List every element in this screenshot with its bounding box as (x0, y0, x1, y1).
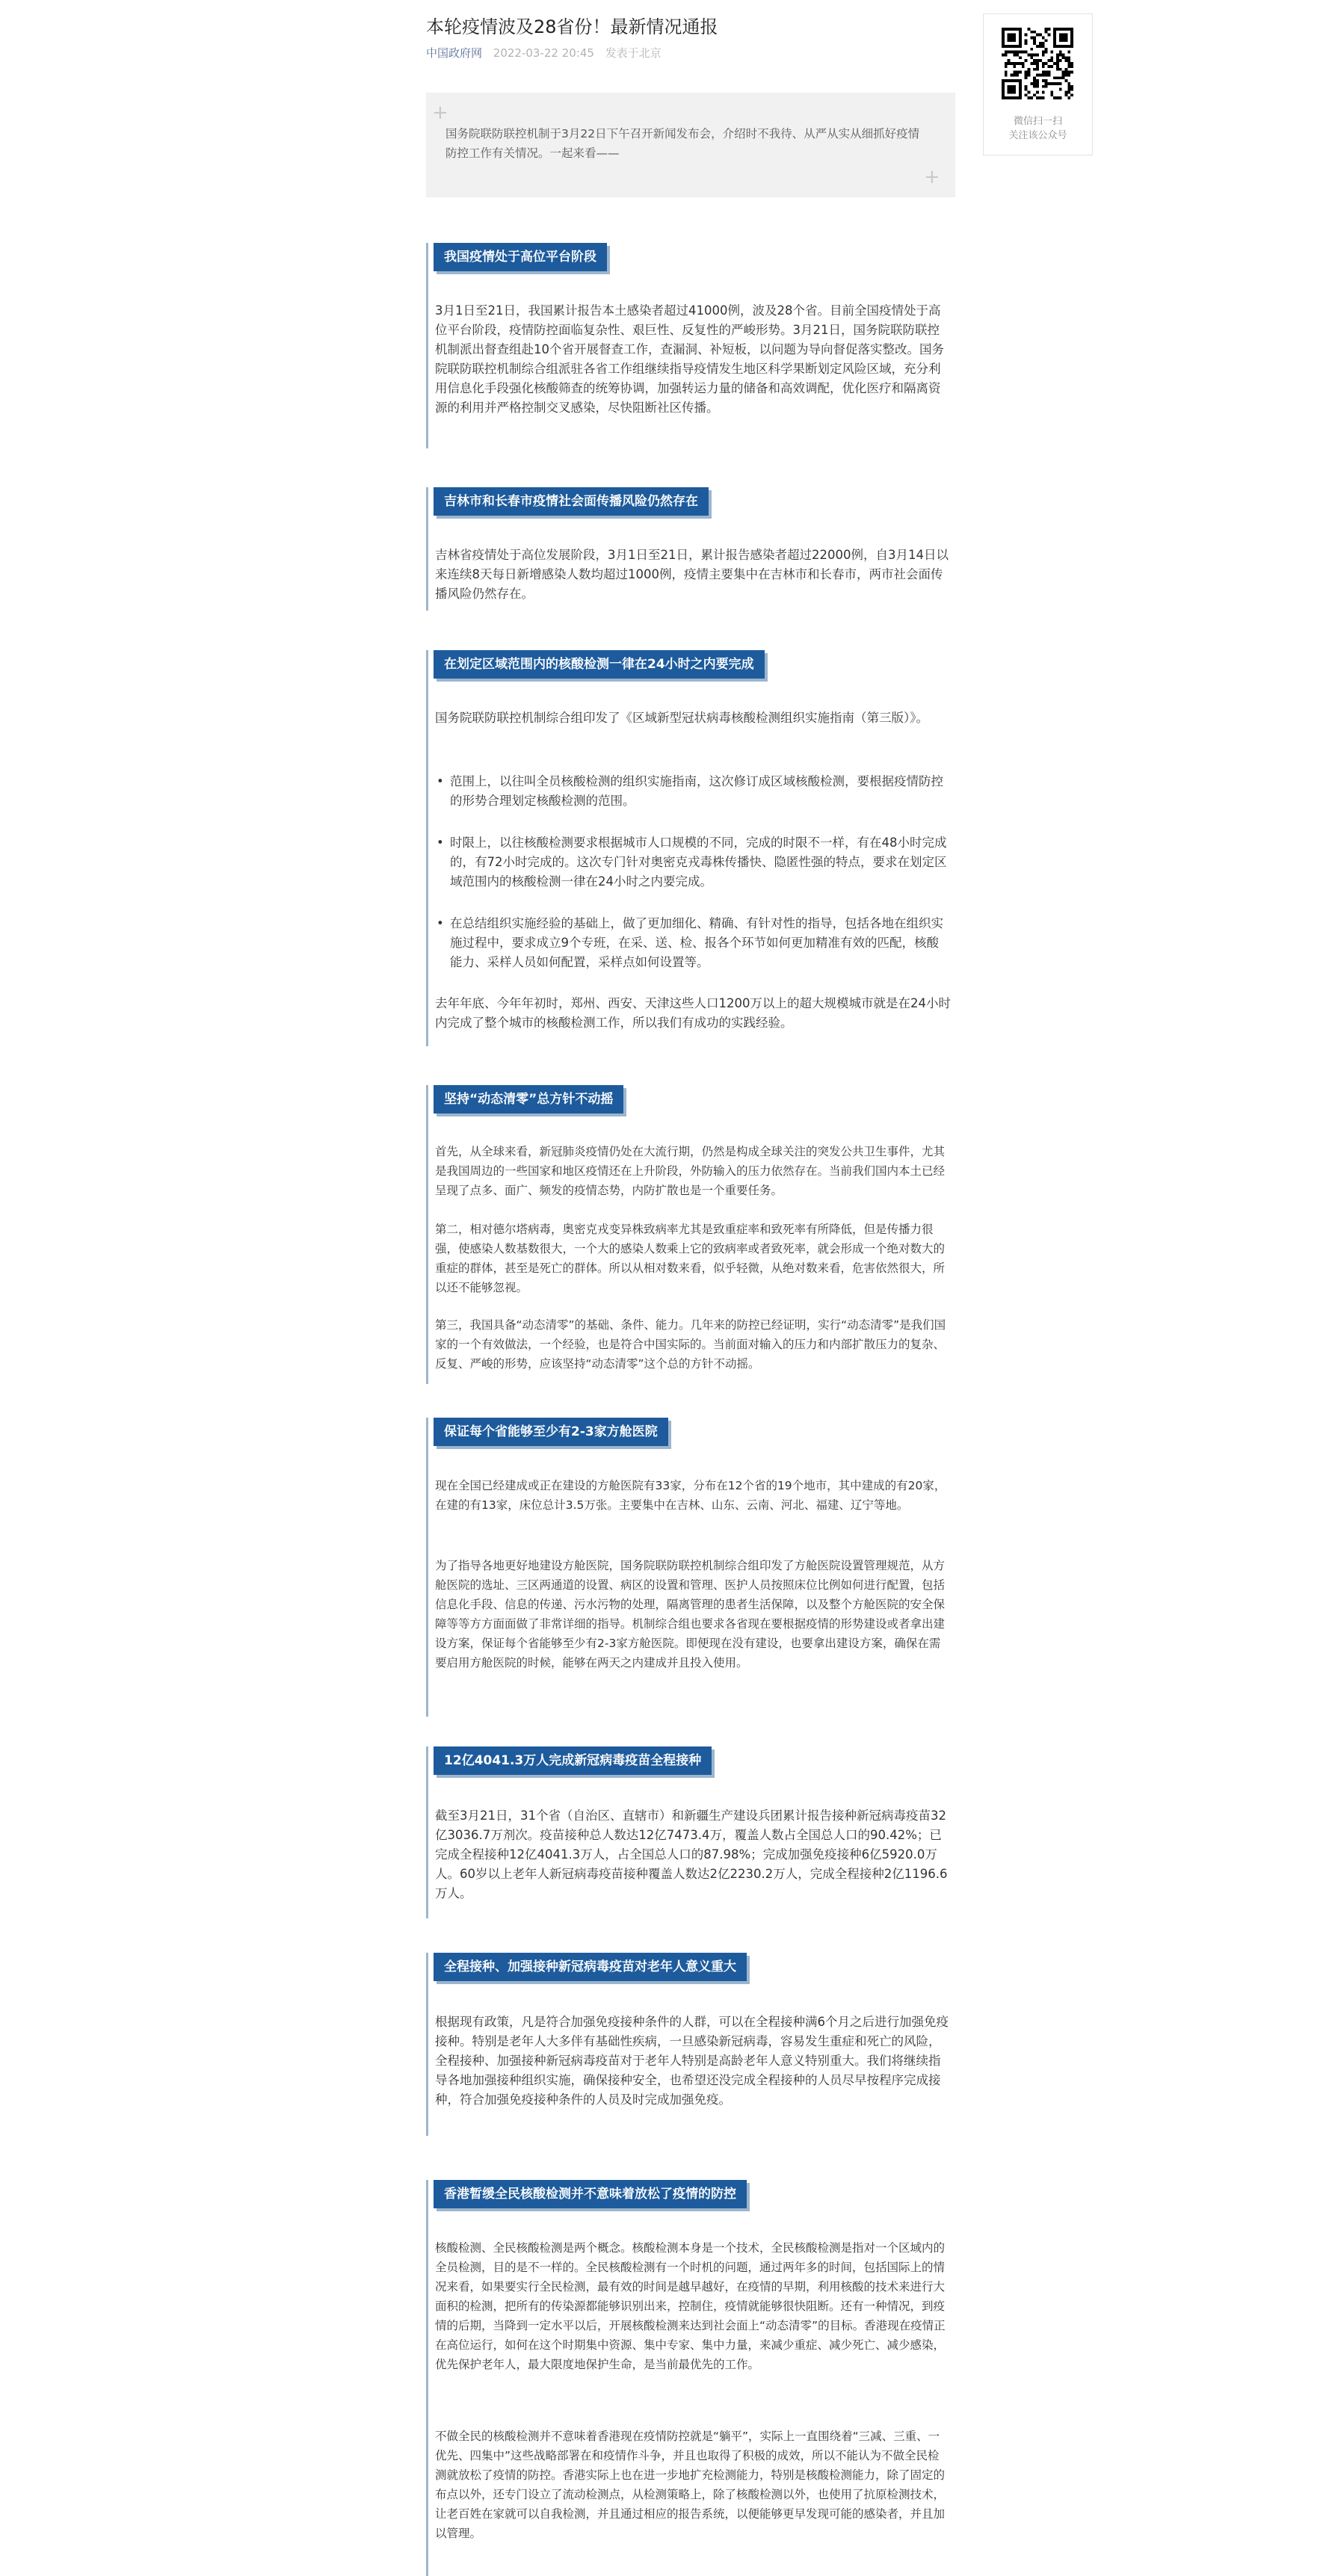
section-paragraph: 国务院联防联控机制综合组印发了《区域新型冠状病毒核酸检测组织实施指南（第三版）》。 (435, 711, 928, 725)
section-paragraph: 核酸检测、全民核酸检测是两个概念。核酸检测本身是一个技术，全民核酸检测是指对一个区域内的全员检测，目的是不一样的。全民核酸检测有一个时机的问题，通过两年多的时间，包括国际上的情况来看，如果要实行全民检测，最有效的时间是越早越好，在疫情的早期，利用核酸的技术来进行大面积的检测，把所有的传染源都能够识别出来，控制住，疫情就能够很快阻断。还有一种情况，到疫情的后期，当降到一定水平以后，开展核酸检测来达到社会面上“动态清零”的目标。香港现在疫情正在高位运行，如何在这个时期集中资源、集中专家、集中力量，来减少重症、减少死亡、减少感染，优先保护老年人，最大限度地保护生命，是当前最优先的工作。 (435, 2241, 946, 2371)
intro-text: 国务院联防联控机制于3月22日下午召开新闻发布会，介绍时不我待、从严从实从细抓好疫情防控工作有关情况。一起来看—— (445, 127, 920, 160)
qr-caption-line2: 关注该公众号 (1008, 130, 1067, 141)
section-title: 吉林市和长春市疫情社会面传播风险仍然存在 (434, 487, 709, 516)
section-title: 在划定区域范围内的核酸检测一律在24小时之内要完成 (434, 650, 765, 679)
section-bar (426, 1746, 428, 1918)
section-paragraph: 根据现有政策，凡是符合加强免疫接种条件的人群，可以在全程接种满6个月之后进行加强免疫接种。特别是老年人大多伴有基础性疾病，一旦感染新冠病毒，容易发生重症和死亡的风险，全程接种、加强接种新冠病毒疫苗对于老年人特别是高龄老年人意义特别重大。我们将继续指导各地加强接种组织实施，确保接种安全，也希望还没完成全程接种的人员尽早按程序完成接种，符合加强免疫接种条件的人员及时完成加强免疫。 (435, 2015, 949, 2107)
qr-caption-line1: 微信扫一扫 (1013, 116, 1062, 127)
publish-time: 2022-03-22 20:45 (493, 46, 594, 60)
section-bar (426, 2180, 428, 2576)
section-title: 香港暂缓全民核酸检测并不意味着放松了疫情的防控 (434, 2180, 747, 2208)
section-bar (426, 1085, 428, 1384)
section-bar (426, 1418, 428, 1717)
section-paragraph: 为了指导各地更好地建设方舱医院，国务院联防联控机制综合组印发了方舱医院设置管理规范，从方舱医院的选址、三区两通道的设置、病区的设置和管理、医护人员按照床位比例如何进行配置，包括信息化手段、信息的传递、污水污物的处理，隔离管理的患者生活保障，以及整个方舱医院的安全保障等等方方面面做了非常详细的指导。机制综合组也要求各省现在要根据疫情的形势建设或者拿出建设方案，保证每个省能够至少有2-3家方舱医院。即便现在没有建设，也要拿出建设方案，确保在需要启用方舱医院的时候，能够在两天之内建成并且投入使用。 (435, 1559, 946, 1670)
list-item: • 范围上，以往叫全员核酸检测的组织实施指南，这次修订成区域核酸检测，要根据疫情防控的形势合理划定核酸检测的范围。 (434, 772, 949, 811)
intro-box (426, 93, 955, 197)
section-paragraph: 第二，相对德尔塔病毒，奥密克戎变异株致病率尤其是致重症率和致死率有所降低，但是传播力很强，使感染人数基数很大，一个大的感染人数乘上它的致病率或者致死率，就会形成一个绝对数大的重症的群体，甚至是死亡的群体。所以从相对数来看，似乎轻微，从绝对数来看，危害依然很大，所以还不能够忽视。 (435, 1223, 946, 1294)
publish-location: 发表于北京 (605, 46, 662, 60)
section-title: 全程接种、加强接种新冠病毒疫苗对老年人意义重大 (434, 1953, 747, 1981)
section-paragraph: 吉林省疫情处于高位发展阶段，3月1日至21日，累计报告感染者超过22000例，自3月14日以来连续8天每日新增感染人数均超过1000例，疫情主要集中在吉林市和长春市，两市社会面传播风险仍然存在。 (435, 548, 949, 601)
article-meta (426, 45, 662, 61)
section-paragraph: 3月1日至21日，我国累计报告本土感染者超过41000例，波及28个省。目前全国疫情处于高位平台阶段，疫情防控面临复杂性、艰巨性、反复性的严峻形势。3月21日，国务院联防联控机制派出督查组赴10个省开展督查工作，查漏洞、补短板，以问题为导向督促落实整改。国务院联防联控机制综合组派驻各省工作组继续指导疫情发生地区科学果断划定风险区域，充分利用信息化手段强化核酸筛查的统筹协调，加强转运力量的储备和高效调配，优化医疗和隔离资源的利用并严格控制交叉感染，尽快阻断社区传播。 (435, 303, 944, 415)
section-paragraph: 去年年底、今年年初时，郑州、西安、天津这些人口1200万以上的超大规模城市就是在24小时内完成了整个城市的核酸检测工作，所以我们有成功的实践经验。 (435, 996, 951, 1030)
article-title: 本轮疫情波及28省份！最新情况通报 (426, 16, 718, 37)
qr-follow-box (983, 13, 1093, 155)
section-paragraph: 不做全民的核酸检测并不意味着香港现在疫情防控就是“躺平”，实际上一直围绕着“三减、三重、一优先、四集中”这些战略部署在和疫情作斗争，并且也取得了积极的成效，所以不能认为不做全民检测就放松了疫情的防控。香港实际上也在进一步地扩充检测能力，特别是核酸检测能力，除了固定的布点以外，还专门设立了流动检测点，从检测策略上，除了核酸检测以外，也使用了抗原检测技术，让老百姓在家就可以自我检测，并且通过相应的报告系统，以便能够更早发现可能的感染者，并且加以管理。 (435, 2430, 946, 2540)
list-item: • 时限上，以往核酸检测要求根据城市人口规模的不同，完成的时限不一样，有在48小时完成的，有72小时完成的。这次专门针对奥密克戎毒株传播快、隐匿性强的特点，要求在划定区域范围内的核酸检测一律在24小时之内要完成。 (434, 833, 949, 892)
list-item: • 在总结组织实施经验的基础上，做了更加细化、精确、有针对性的指导，包括各地在组织实施过程中，要求成立9个专班，在采、送、检、报各个环节如何更加精准有效的匹配，核酸能力、采样人员如何配置，采样点如何设置等。 (434, 914, 949, 972)
section-title: 我国疫情处于高位平台阶段 (434, 243, 607, 271)
section-title: 保证每个省能够至少有2-3家方舱医院 (434, 1418, 668, 1446)
section-title: 坚持“动态清零”总方针不动摇 (434, 1085, 623, 1114)
section-paragraph: 截至3月21日，31个省（自治区、直辖市）和新疆生产建设兵团累计报告接种新冠病毒疫苗32亿3036.7万剂次。疫苗接种总人数达12亿7473.4万，覆盖人数占全国总人口的90.42%；已完成全程接种12亿4041.3万人，占全国总人口的87.98%；完成加强免疫接种6亿5920.0万人。60岁以上老年人新冠病毒疫苗接种覆盖人数达2亿2230.2万人，完成全程接种2亿1196.6万人。 (435, 1809, 948, 1900)
qr-caption (984, 114, 1092, 143)
section-paragraph: 现在全国已经建成或正在建设的方舱医院有33家，分布在12个省的19个地市，其中建成的有20家，在建的有13家，床位总计3.5万张。主要集中在吉林、山东、云南、河北、福建、辽宁等地。 (435, 1479, 946, 1512)
section-bar (426, 1953, 428, 2136)
corner-plus-icon: + (432, 102, 448, 124)
section-title: 12亿4041.3万人完成新冠病毒疫苗全程接种 (434, 1746, 712, 1775)
corner-plus-icon: + (924, 166, 940, 188)
source-link[interactable]: 中国政府网 (426, 46, 483, 60)
section-paragraph: 第三，我国具备“动态清零”的基础、条件、能力。几年来的防控已经证明，实行“动态清零”是我们国家的一个有效做法，一个经验，也是符合中国实际的。当前面对输入的压力和内部扩散压力的复杂、反复、严峻的形势，应该坚持“动态清零”这个总的方针不动摇。 (435, 1318, 946, 1371)
section-paragraph: 首先，从全球来看，新冠肺炎疫情仍处在大流行期，仍然是构成全球关注的突发公共卫生事件，尤其是我国周边的一些国家和地区疫情还在上升阶段，外防输入的压力依然存在。当前我们国内本土已经呈现了点多、面广、频发的疫情态势，内防扩散也是一个重要任务。 (435, 1145, 946, 1197)
section-bar (426, 650, 428, 1046)
qr-code-icon[interactable] (1002, 28, 1073, 99)
section-bar (426, 487, 428, 611)
section-bar (426, 243, 428, 448)
